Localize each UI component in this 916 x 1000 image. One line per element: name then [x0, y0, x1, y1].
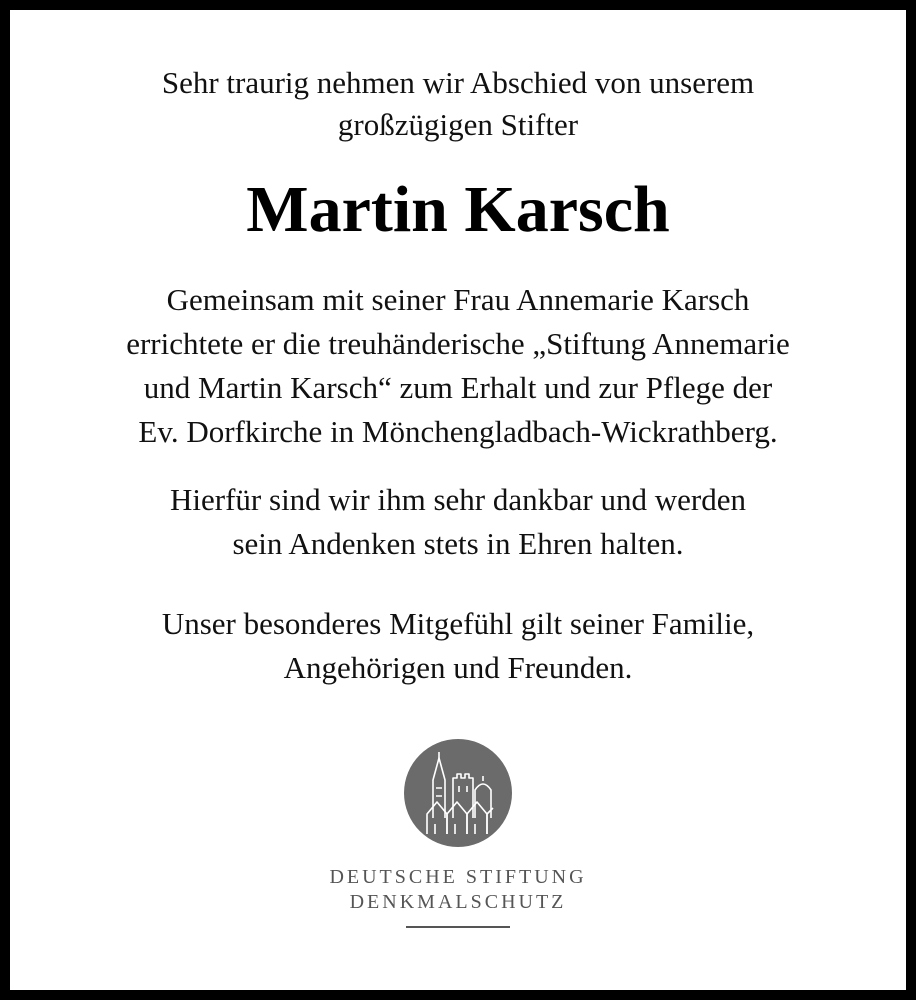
paragraph-line: Gemeinsam mit seiner Frau Annemarie Karsch	[166, 282, 750, 317]
deceased-name: Martin Karsch	[246, 173, 670, 246]
paragraph-line: Angehörigen und Freunden.	[283, 650, 633, 685]
paragraph-line: Unser besonderes Mitgefühl gilt seiner Familie,	[161, 606, 755, 641]
paragraph-line: Hierfür sind wir ihm sehr dankbar und werden	[170, 482, 746, 517]
intro-line: Sehr traurig nehmen wir Abschied von unserem	[161, 65, 755, 100]
paragraph-line: errichtete er die treuhänderische „Stiftung Annemarie	[126, 326, 790, 361]
organization-name-line2: DENKMALSCHUTZ	[349, 891, 567, 913]
intro-line: großzügigen Stifter	[337, 107, 579, 142]
foundation-paragraph	[10, 278, 906, 454]
condolence-paragraph	[10, 602, 906, 690]
paragraph-line: sein Andenken stets in Ehren halten.	[232, 526, 684, 561]
intro-text	[10, 62, 906, 146]
organization-name-line1: DEUTSCHE STIFTUNG	[329, 866, 587, 888]
organization-underline	[406, 926, 510, 928]
gratitude-paragraph	[10, 478, 906, 566]
paragraph-line: und Martin Karsch“ zum Erhalt und zur Pflege der	[143, 370, 773, 405]
paragraph-line: Ev. Dorfkirche in Mönchengladbach-Wickrathberg.	[138, 414, 778, 449]
church-buildings-seal-icon	[403, 738, 513, 848]
